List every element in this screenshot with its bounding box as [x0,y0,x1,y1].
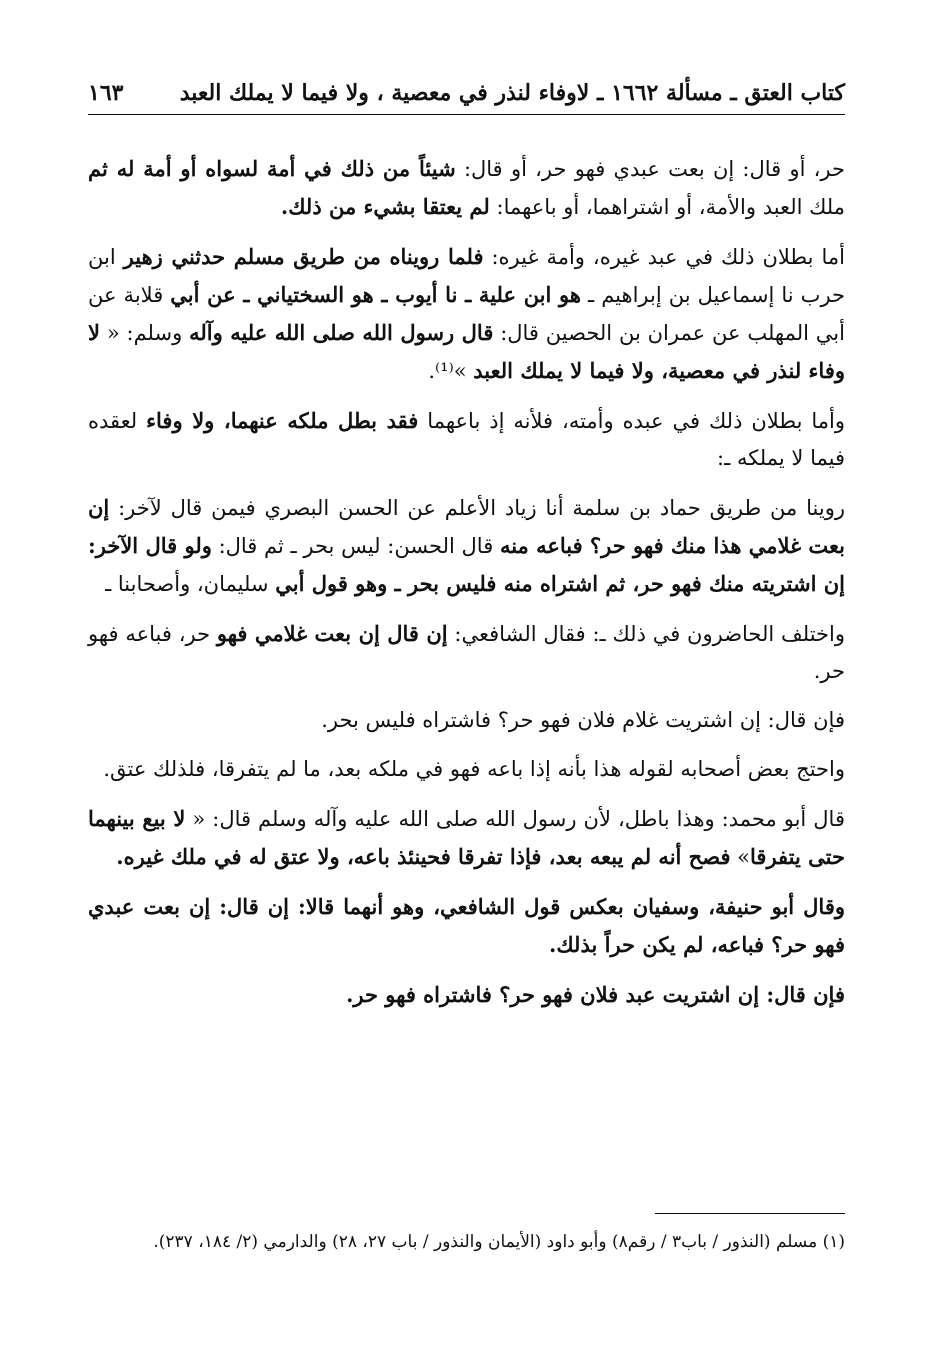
text-run: قال أبو محمد: وهذا باطل، لأن رسول الله صلى الله عليه وآله وسلم قال: « [185,807,845,831]
bold-text-run: إن قال إن بعت غلامي فهو [216,621,448,646]
text-run: فإن قال: إن اشتريت غلام فلان فهو حر؟ فاشتراه فليس بحر. [321,708,845,732]
paragraph [88,615,845,690]
footnote: (١) مسلم (النذور / باب٣ / رقم٨) وأبو داود (الأيمان والنذور / باب ٢٧، ٢٨) والدارمي (٢/ ١٨٤، ٢٣٧). [153,1232,845,1252]
page-number: ١٦٣ [88,80,124,106]
text-run: »⁽¹⁾. [428,359,474,383]
bold-text-run: هو ابن علية ـ نا أيوب ـ هو السختياني ـ عن أبي [170,282,581,307]
running-header [88,80,845,115]
text-run: ملك العبد والأمة، أو اشتراهما، أو باعهما: [489,195,845,219]
bold-text-run: لم يعتقا بشيء من ذلك. [280,194,490,219]
text-run: وسلم: « [99,321,190,345]
bold-text-run: فصح أنه لم يبعه بعد، فإذا تفرقا فحينئذ باعه، ولا عتق له في ملك غيره. [116,844,731,869]
paragraph [88,238,845,390]
paragraph [88,751,845,788]
text-run: سليمان، وأصحابنا ـ [105,572,276,596]
bold-text-run: لا وفاء لنذر في معصية، ولا فيما لا يملك العبد [88,320,845,383]
bold-text-run: شيئاً من ذلك في أمة لسواه أو أمة له ثم [88,156,456,181]
text-run: حر، فباعه فهو حر. [88,622,845,683]
header-title: كتاب العتق ـ مسألة ١٦٦٢ ـ لاوفاء لنذر في معصية ، ولا فيما لا يملك العبد [179,80,845,106]
bold-text-run: فقد بطل ملكه عنهما، ولا وفاء [146,408,419,433]
bold-text-run: لا بيع بينهما حتى يتفرقا [88,806,845,869]
text-run: ابن حرب نا إسماعيل بن إبراهيم ـ [88,245,846,307]
text-run: واختلف الحاضرون في ذلك ـ: فقال الشافعي: [447,622,845,646]
paragraph [88,888,845,964]
bold-text-run: إن بعت غلامي هذا منك فهو حر؟ فباعه منه [88,495,845,558]
text-run: روينا من طريق حماد بن سلمة أنا زياد الأعلم عن الحسن البصري فيمن قال لآخر: [109,496,845,520]
body-text [88,150,845,1026]
footnote-divider [655,1213,845,1214]
paragraph [88,402,845,477]
text-run: لعقده فيما لا يملكه ـ: [88,409,845,470]
text-run: وأما بطلان ذلك في عبده وأمته، فلأنه إذ باعهما [418,409,845,433]
paragraph [88,976,845,1014]
text-run: قلابة عن أبي المهلب عن عمران بن الحصين قال: [88,283,845,345]
text-run: حر، أو قال: إن بعت عبدي فهو حر، أو قال: [455,157,845,181]
text-run: قال الحسن: ليس بحر ـ ثم قال: [211,534,500,558]
paragraph [88,489,845,603]
text-run: » [730,845,751,869]
text-run: واحتج بعض أصحابه لقوله هذا بأنه إذا باعه فهو في ملكه بعد، ما لم يتفرقا، فلذلك عتق. [103,757,845,781]
bold-text-run: وقال أبو حنيفة، وسفيان بعكس قول الشافعي، وهو أنهما قالا: إن قال: إن بعت عبدي فهو حر؟ فباعه، لم يكن حراً بذلك. [88,894,845,957]
bold-text-run: ولو قال الآخر: إن اشتريته منك فهو حر، ثم اشتراه منه فليس بحر ـ وهو قول أبي [88,533,845,596]
text-run: أما بطلان ذلك في عبد غيره، وأمة غيره: [483,245,845,269]
paragraph [88,702,845,739]
paragraph [88,150,845,226]
bold-text-run: فإن قال: إن اشتريت عبد فلان فهو حر؟ فاشتراه فهو حر. [346,982,845,1007]
bold-text-run: فلما رويناه من طريق مسلم حدثني زهير [123,244,484,269]
paragraph [88,800,845,876]
bold-text-run: قال رسول الله صلى الله عليه وآله [189,320,494,345]
